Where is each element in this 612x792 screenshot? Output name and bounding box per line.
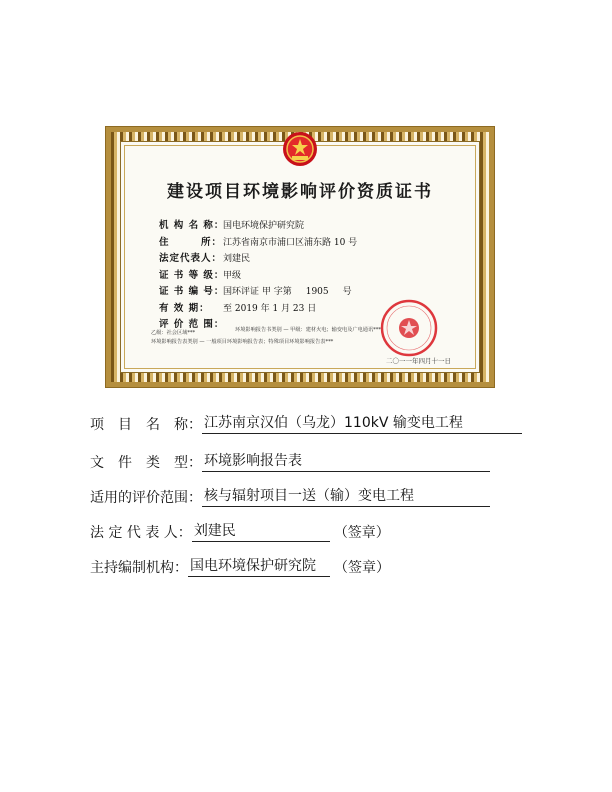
certificate-paper: [120, 141, 480, 373]
field-address: 住 所：江苏省南京市浦口区浦东路 10 号: [159, 236, 358, 248]
certificate-title: 建设项目环境影响评价资质证书: [167, 182, 433, 202]
legal-rep-row: [90, 520, 390, 542]
project-name-label: 项 目 名 称：: [90, 417, 202, 433]
org-sign: （签章）: [334, 560, 390, 576]
certificate-fields: [159, 218, 357, 333]
file-type-value: 环境影响报告表: [202, 450, 490, 472]
field-scope: 评 价 范 围：: [159, 319, 225, 330]
field-legal-rep: 法定代表人：刘建民: [159, 253, 251, 264]
org-label: 主持编制机构：: [90, 560, 188, 576]
official-seal-icon: [379, 298, 439, 358]
legal-rep-value: 刘建民: [192, 520, 330, 542]
legal-rep-label: 法 定 代 表 人：: [90, 525, 192, 541]
certificate-photo: [105, 126, 495, 388]
scope-row: [90, 485, 490, 507]
field-org-name: 机 构 名 称：国电环境保护研究院: [159, 220, 305, 231]
org-row: [90, 555, 390, 577]
scope-detail: 环境影响报告书类别 — 甲级：建材火电；输变电及广电通讯***: [235, 327, 381, 333]
file-type-label: 文 件 类 型：: [90, 455, 202, 471]
national-emblem-icon: [280, 130, 320, 168]
certificate-date: 二〇一一年四月十一日: [386, 357, 451, 365]
field-grade: 证 书 等 级：甲级: [159, 269, 242, 281]
scope-label: 适用的评价范围：: [90, 490, 202, 506]
project-name-row: [90, 412, 522, 434]
certificate-border: [111, 132, 489, 382]
org-value: 国电环境保护研究院: [188, 555, 330, 577]
legal-rep-sign: （签章）: [333, 525, 390, 541]
field-validity: 有 效 期： 至 2019 年 1 月 23 日: [159, 302, 317, 314]
file-type-row: [90, 450, 490, 472]
scope-value: 核与辐射项目一送（输）变电工程: [202, 485, 490, 507]
field-cert-number: 证 书 编 号：国环评证 甲 字第 1905 号: [159, 286, 352, 297]
project-name-value: 江苏南京汉伯（乌龙）110kV 输变电工程: [202, 412, 522, 434]
scope-small-lines: 乙级：社会区域*** 环境影响报告表类别 — 一般项目环境影响报告表；特殊项目环境影响报告表***: [151, 330, 334, 345]
